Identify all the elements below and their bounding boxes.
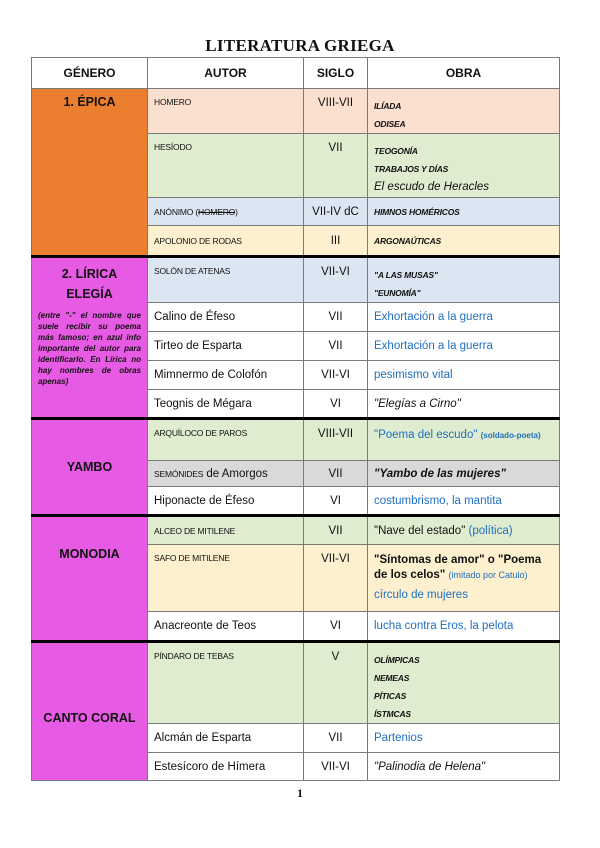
work-line: NEMEAS bbox=[374, 673, 410, 683]
work-line: ILÍADA bbox=[374, 101, 402, 111]
author-cell: Teognis de Mégara bbox=[148, 390, 304, 419]
work-line: PÍTICAS bbox=[374, 691, 407, 701]
header-row bbox=[32, 58, 560, 89]
header-autor: AUTOR bbox=[148, 58, 304, 89]
work-line: "A LAS MUSAS" bbox=[374, 270, 438, 280]
table-row bbox=[32, 257, 560, 303]
century-cell: VI bbox=[304, 612, 368, 642]
author-cell: ARQUÍLOCO DE PAROS bbox=[148, 419, 304, 461]
work-line: "EUNOMÍA" bbox=[374, 288, 421, 298]
century-cell: VII bbox=[304, 724, 368, 753]
work-line: OLÍMPICAS bbox=[374, 655, 420, 665]
table-row bbox=[32, 642, 560, 724]
author-text: de Amorgos bbox=[203, 467, 268, 480]
century-cell: VII-VI bbox=[304, 257, 368, 303]
literature-table bbox=[31, 57, 560, 781]
work-line: El escudo de Heracles bbox=[374, 181, 490, 193]
work-note: (soldado-poeta) bbox=[480, 431, 541, 440]
work-cell: Exhortación a la guerra bbox=[368, 332, 560, 361]
table-row bbox=[32, 516, 560, 545]
work-cell bbox=[368, 134, 560, 198]
work-cell: ARGONAÚTICAS bbox=[368, 226, 560, 257]
century-cell: VIII-VII bbox=[304, 89, 368, 134]
century-cell: VIII-VII bbox=[304, 419, 368, 461]
century-cell: VII bbox=[304, 461, 368, 487]
author-strikethrough: HOMERO bbox=[198, 206, 236, 217]
century-cell: VII-IV dC bbox=[304, 198, 368, 226]
author-cell: Alcmán de Esparta bbox=[148, 724, 304, 753]
genre-lirica-title: 2. LÍRICA bbox=[61, 267, 118, 281]
author-cell: PÍNDARO DE TEBAS bbox=[148, 642, 304, 724]
work-note: (imitado por Catulo) bbox=[448, 570, 528, 580]
author-cell: HOMERO bbox=[148, 89, 304, 134]
author-cell bbox=[148, 461, 304, 487]
work-line: ÍSTMCAS bbox=[374, 709, 411, 719]
header-genero: GÉNERO bbox=[32, 58, 148, 89]
genre-lirica bbox=[32, 257, 148, 419]
century-cell: VI bbox=[304, 487, 368, 516]
author-cell: Hiponacte de Éfeso bbox=[148, 487, 304, 516]
century-cell: III bbox=[304, 226, 368, 257]
work-line: TRABAJOS Y DÍAS bbox=[374, 164, 449, 174]
author-cell bbox=[148, 198, 304, 226]
work-cell: pesimismo vital bbox=[368, 361, 560, 390]
century-cell: VII bbox=[304, 516, 368, 545]
author-text: SEMÓNIDES bbox=[154, 468, 204, 479]
author-cell: Mimnermo de Colofón bbox=[148, 361, 304, 390]
author-cell: APOLONIO DE RODAS bbox=[148, 226, 304, 257]
author-cell: Tirteo de Esparta bbox=[148, 332, 304, 361]
work-cell: lucha contra Eros, la pelota bbox=[368, 612, 560, 642]
table-row bbox=[32, 89, 560, 134]
work-title: "Síntomas de amor" o "Poema de los celos" bbox=[374, 554, 542, 581]
work-note: (política) bbox=[468, 524, 513, 537]
century-cell: VII bbox=[304, 303, 368, 332]
page-number: 1 bbox=[297, 786, 303, 800]
author-cell: Estesícoro de Hímera bbox=[148, 753, 304, 781]
header-siglo: SIGLO bbox=[304, 58, 368, 89]
author-cell: Calino de Éfeso bbox=[148, 303, 304, 332]
century-cell: VII-VI bbox=[304, 361, 368, 390]
author-text: ) bbox=[235, 206, 238, 217]
work-cell bbox=[368, 257, 560, 303]
work-cell bbox=[368, 516, 560, 545]
genre-canto-coral: CANTO CORAL bbox=[32, 642, 148, 781]
lirica-note: (entre "-" el nombre que suele recibir su poema más famoso; en azul info importante del autor para identificarlo. En Lírica no hay nombres de obras apenas) bbox=[38, 311, 141, 386]
work-cell bbox=[368, 419, 560, 461]
work-title: "Nave del estado" bbox=[374, 524, 466, 537]
century-cell: VII bbox=[304, 332, 368, 361]
century-cell: VI bbox=[304, 390, 368, 419]
header-obra: OBRA bbox=[368, 58, 560, 89]
work-cell: Exhortación a la guerra bbox=[368, 303, 560, 332]
author-cell: ALCEO DE MITILENE bbox=[148, 516, 304, 545]
work-cell bbox=[368, 642, 560, 724]
century-cell: V bbox=[304, 642, 368, 724]
table-row bbox=[32, 419, 560, 461]
work-cell bbox=[368, 545, 560, 612]
century-cell: VII-VI bbox=[304, 753, 368, 781]
century-cell: VII-VI bbox=[304, 545, 368, 612]
genre-elegia-title: ELEGÍA bbox=[66, 287, 113, 301]
work-cell: costumbrismo, la mantita bbox=[368, 487, 560, 516]
work-line: círculo de mujeres bbox=[374, 589, 468, 601]
work-cell: "Palinodia de Helena" bbox=[368, 753, 560, 781]
author-text: ANÓNIMO ( bbox=[154, 206, 199, 217]
genre-monodia: MONODIA bbox=[32, 516, 148, 642]
work-line: ODISEA bbox=[374, 119, 406, 129]
work-cell: HIMNOS HOMÉRICOS bbox=[368, 198, 560, 226]
author-cell: SAFO DE MITILENE bbox=[148, 545, 304, 612]
work-line: TEOGONÍA bbox=[374, 146, 418, 156]
work-cell bbox=[368, 89, 560, 134]
page-title: LITERATURA GRIEGA bbox=[205, 36, 395, 55]
genre-epica: 1. ÉPICA bbox=[32, 89, 148, 257]
work-cell: Partenios bbox=[368, 724, 560, 753]
author-cell: Anacreonte de Teos bbox=[148, 612, 304, 642]
work-cell: "Yambo de las mujeres" bbox=[368, 461, 560, 487]
author-cell: SOLÓN DE ATENAS bbox=[148, 257, 304, 303]
author-cell: HESÍODO bbox=[148, 134, 304, 198]
century-cell: VII bbox=[304, 134, 368, 198]
genre-yambo: YAMBO bbox=[32, 419, 148, 516]
work-cell: "Elegías a Cirno" bbox=[368, 390, 560, 419]
work-title: "Poema del escudo" bbox=[374, 429, 478, 441]
